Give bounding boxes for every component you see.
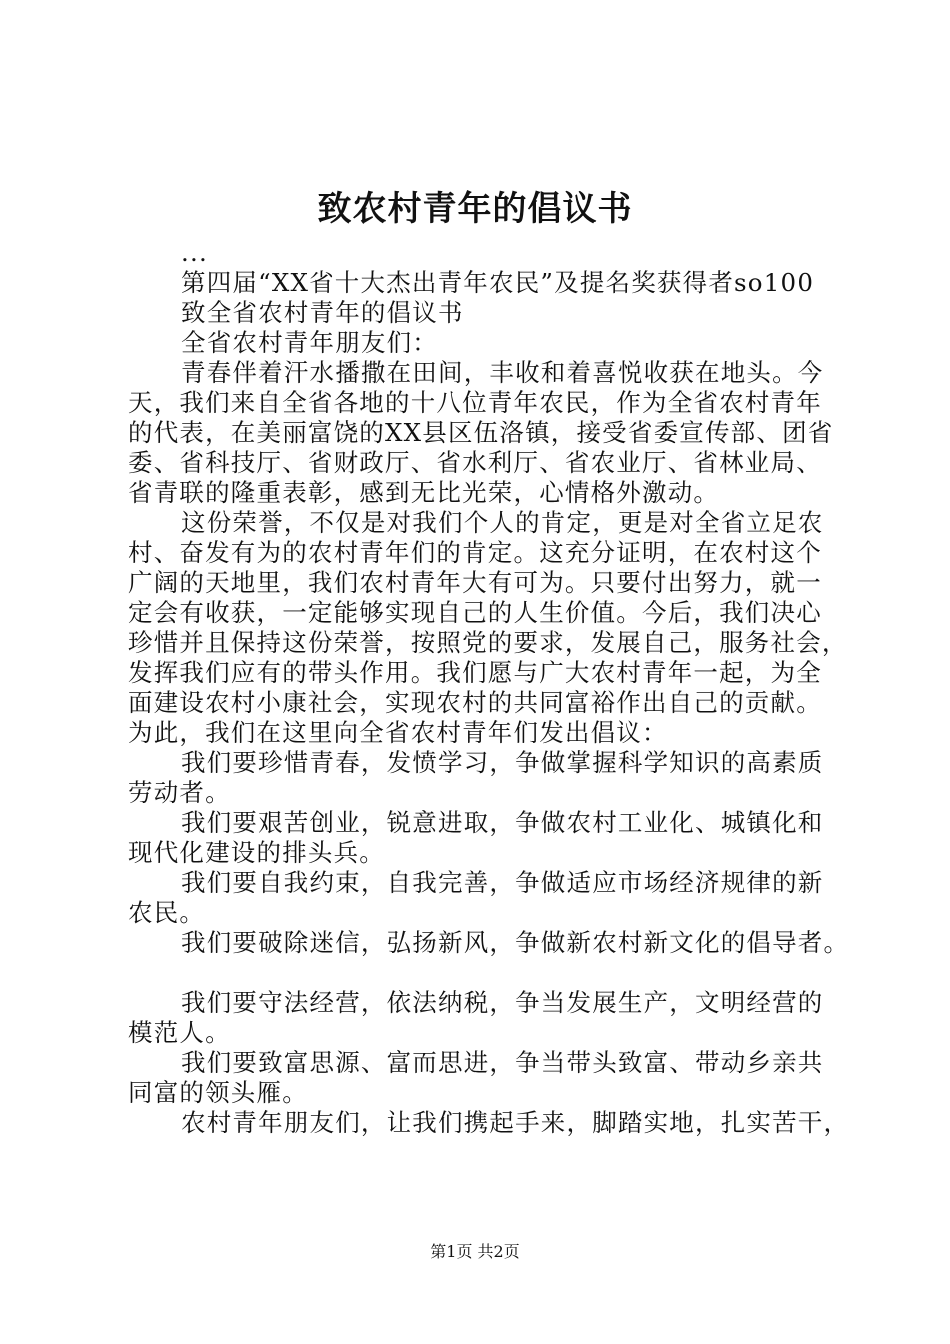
paragraph-line: 省青联的隆重表彰，感到无比光荣，心情格外激动。	[128, 478, 720, 507]
paragraph-line: 这份荣誉，不仅是对我们个人的肯定，更是对全省立足农	[181, 508, 824, 537]
closing-line: 农村青年朋友们，让我们携起手来，脚踏实地，扎实苦干，	[181, 1108, 850, 1137]
paragraph-line: 委、省科技厅、省财政厅、省水利厅、省农业厅、省林业局、	[128, 448, 822, 477]
paragraph-line: 面建设农村小康社会，实现农村的共同富裕作出自己的贡献。	[128, 688, 822, 717]
proposal-line: 劳动者。	[128, 778, 231, 807]
proposal-line: 农民。	[128, 898, 206, 927]
paragraph-line: 的代表，在美丽富饶的XX县区伍洛镇，接受省委宣传部、团省	[128, 418, 834, 447]
paragraph-line: 致全省农村青年的倡议书	[181, 298, 464, 327]
paragraph-line: 定会有收获，一定能够实现自己的人生价值。今后，我们决心	[128, 598, 822, 627]
document-title: 致农村青年的倡议书	[317, 189, 633, 229]
ellipsis-line: ...	[181, 238, 208, 267]
document-body	[128, 238, 850, 1138]
proposal-line: 我们要守法经营，依法纳税，争当发展生产，文明经营的	[181, 988, 824, 1017]
proposal-line: 现代化建设的排头兵。	[128, 838, 385, 867]
proposal-line: 我们要致富思源、富而思进，争当带头致富、带动乡亲共	[181, 1048, 824, 1077]
paragraph-line: 珍惜并且保持这份荣誉，按照党的要求，发展自己，服务社会，	[128, 628, 848, 657]
proposal-line: 我们要破除迷信，弘扬新风，争做新农村新文化的倡导者。	[181, 928, 850, 957]
proposal-line: 同富的领头雁。	[128, 1078, 308, 1107]
proposal-line: 我们要艰苦创业，锐意进取，争做农村工业化、城镇化和	[181, 808, 824, 837]
paragraph-line: 广阔的天地里，我们农村青年大有可为。只要付出努力，就一	[128, 568, 822, 597]
page-number-footer: 第1页 共2页	[430, 1242, 520, 1261]
proposal-line: 我们要自我约束，自我完善，争做适应市场经济规律的新	[181, 868, 824, 897]
paragraph-line: 村、奋发有为的农村青年们的肯定。这充分证明，在农村这个	[128, 538, 822, 567]
paragraph-line: 为此，我们在这里向全省农村青年们发出倡议：	[128, 718, 668, 747]
proposal-line: 模范人。	[128, 1018, 231, 1047]
paragraph-line: 第四届“XX省十大杰出青年农民”及提名奖获得者so100	[181, 268, 815, 297]
salutation-line: 全省农村青年朋友们：	[181, 328, 438, 357]
proposal-line: 我们要珍惜青春，发愤学习，争做掌握科学知识的高素质	[181, 748, 824, 777]
paragraph-line: 天，我们来自全省各地的十八位青年农民，作为全省农村青年	[128, 388, 822, 417]
blank-line	[128, 958, 840, 988]
paragraph-line: 青春伴着汗水播撒在田间，丰收和着喜悦收获在地头。今	[181, 358, 824, 387]
paragraph-line: 发挥我们应有的带头作用。我们愿与广大农村青年一起，为全	[128, 658, 822, 687]
